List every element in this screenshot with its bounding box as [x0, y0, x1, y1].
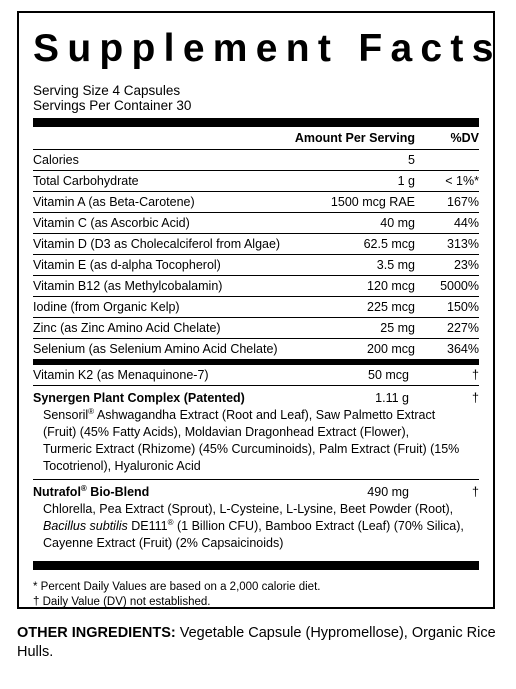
- nutrient-dv: 44%: [423, 213, 479, 234]
- nutrient-dv: 313%: [423, 234, 479, 255]
- nutrient-table: [33, 127, 479, 359]
- nutrient-amount: 1500 mcg RAE: [290, 192, 423, 213]
- nutrient-dv: < 1%*: [423, 171, 479, 192]
- blend-description: Chlorella, Pea Extract (Sprout), L-Cysteine, L-Lysine, Beet Powder (Root), Bacillus subtilis DE111® (1 Billion CFU), Bamboo Extract (Leaf) (70% Silica), Cayenne Extract (Fruit) (2% Capsaicinoids): [43, 502, 464, 550]
- nutrient-dv: [423, 150, 479, 171]
- other-ingredients-text: Vegetable Capsule (Hypromellose), Organic Rice Hulls.: [17, 625, 496, 660]
- nutrient-dv: 364%: [447, 342, 479, 356]
- nutrient-name: Total Carbohydrate: [33, 171, 290, 192]
- blend-amount: 1.11 g: [375, 390, 409, 405]
- panel-title: Supplement Facts: [33, 27, 502, 70]
- nutrient-amount: 1 g: [290, 171, 423, 192]
- nutrient-name: Selenium (as Selenium Amino Acid Chelate): [33, 342, 278, 356]
- nutrient-dv: 23%: [423, 255, 479, 276]
- blend-name: Synergen Plant Complex (Patented): [33, 390, 245, 405]
- table-row: [33, 339, 479, 360]
- nutrient-amount: 5: [290, 150, 423, 171]
- nutrient-name: Vitamin E (as d-alpha Tocopherol): [33, 255, 290, 276]
- nutrient-amount: 50 mcg: [368, 368, 409, 382]
- thick-divider: [33, 561, 479, 570]
- blend-dv: †: [472, 484, 479, 499]
- table-row: [33, 234, 479, 255]
- nutrient-amount: 62.5 mcg: [290, 234, 423, 255]
- nutrafol-block: [33, 480, 479, 556]
- nutrient-dv: 150%: [423, 297, 479, 318]
- footnote-percent: * Percent Daily Values are based on a 2,000 calorie diet.: [33, 581, 321, 593]
- nutrient-dv: 227%: [423, 318, 479, 339]
- nutrient-name: Zinc (as Zinc Amino Acid Chelate): [33, 318, 290, 339]
- nutrient-name: Iodine (from Organic Kelp): [33, 297, 290, 318]
- table-row: [33, 276, 479, 297]
- table-row: [33, 213, 479, 234]
- blend-name: Nutrafol® Bio-Blend: [33, 483, 150, 499]
- thick-divider: [33, 118, 479, 127]
- footnotes: [33, 580, 479, 610]
- nutrient-dv: 167%: [423, 192, 479, 213]
- nutrient-amount: 200 mcg: [367, 342, 415, 356]
- nutrient-dv: †: [472, 368, 479, 382]
- synergen-block: [33, 386, 479, 479]
- nutrient-name: Vitamin D (D3 as Cholecalciferol from Algae): [33, 234, 290, 255]
- servings-per-container: Servings Per Container 30: [33, 98, 192, 113]
- footnote-dagger: † Daily Value (DV) not established.: [33, 596, 211, 608]
- blend-amount: 490 mg: [367, 484, 409, 499]
- nutrient-dv: 5000%: [423, 276, 479, 297]
- serving-info: [33, 83, 479, 113]
- table-row: [33, 318, 479, 339]
- nutrient-amount: 120 mcg: [290, 276, 423, 297]
- nutrient-amount: 25 mg: [290, 318, 423, 339]
- vitamin-k2-row: [33, 365, 479, 385]
- blend-dv: †: [472, 390, 479, 405]
- nutrient-name: Vitamin B12 (as Methylcobalamin): [33, 276, 290, 297]
- nutrient-name: Vitamin A (as Beta-Carotene): [33, 192, 290, 213]
- nutrient-name: Vitamin C (as Ascorbic Acid): [33, 213, 290, 234]
- nutrient-amount: 40 mg: [290, 213, 423, 234]
- blend-description: Sensoril® Ashwagandha Extract (Root and Leaf), Saw Palmetto Extract (Fruit) (45% Fatty Acids), Moldavian Dragonhead Extract (Flower), Turmeric Extract (Rhizome) (45% Curcuminoids), Palm Extract (Fruit) (15% Tocotrienol), Hyaluronic Acid: [43, 406, 460, 473]
- dv-header: %DV: [423, 127, 479, 150]
- table-row: [33, 192, 479, 213]
- other-ingredients-label: OTHER INGREDIENTS:: [17, 625, 176, 641]
- nutrient-amount: 3.5 mg: [290, 255, 423, 276]
- nutrient-name: Calories: [33, 150, 290, 171]
- table-row: [33, 171, 479, 192]
- nutrient-name: Vitamin K2 (as Menaquinone-7): [33, 368, 209, 382]
- table-row: [33, 297, 479, 318]
- other-ingredients: [17, 624, 497, 662]
- serving-size: Serving Size 4 Capsules: [33, 83, 181, 98]
- supplement-facts-panel: [17, 11, 502, 609]
- table-row: [33, 150, 479, 171]
- nutrient-amount: 225 mcg: [290, 297, 423, 318]
- table-header-row: [33, 127, 479, 150]
- table-row: [33, 255, 479, 276]
- amount-header: Amount Per Serving: [290, 127, 423, 150]
